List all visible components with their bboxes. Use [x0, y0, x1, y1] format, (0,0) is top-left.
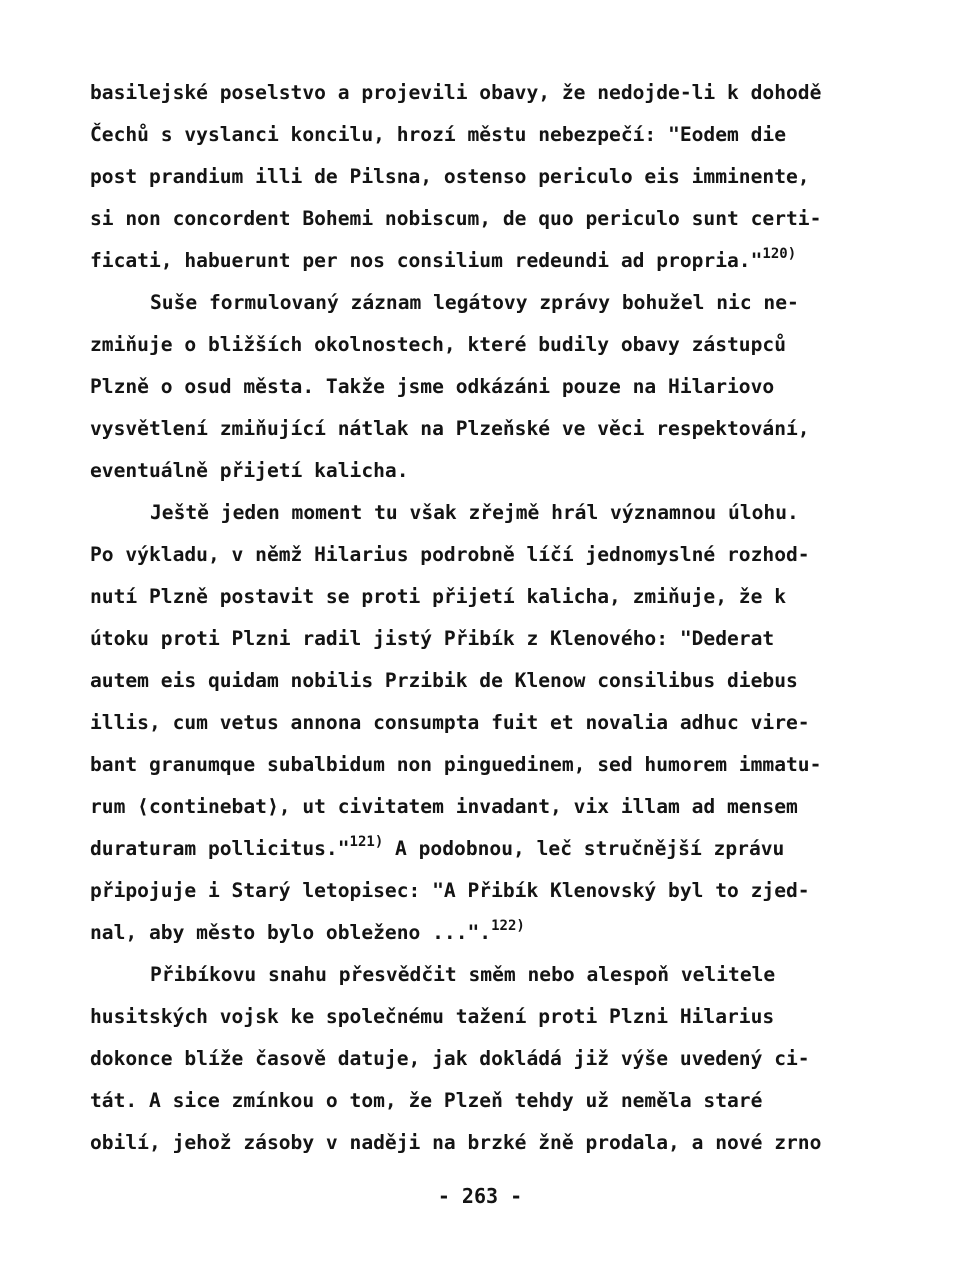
text-line: post prandium illi de Pilsna, ostenso periculo eis imminente,	[90, 165, 810, 188]
text-line: Čechů s vyslanci koncilu, hrozí městu nebezpečí: "Eodem die	[90, 123, 786, 146]
footnote-ref: 120)	[762, 246, 797, 262]
text-line: si non concordent Bohemi nobiscum, de quo periculo sunt certi-	[90, 207, 822, 230]
text-line: Přibíkovu snahu přesvědčit směm nebo alespoň velitele	[150, 963, 776, 986]
line-text: nal, aby město bylo obleženo ...".	[90, 921, 492, 944]
line-text: ficati, habuerunt per nos consilium redeundi ad propria."	[90, 249, 763, 272]
line-text-continued: A podobnou, leč stručnější zprávu	[383, 837, 785, 860]
text-line: autem eis quidam nobilis Przibik de Klenow consilibus diebus	[90, 669, 798, 692]
text-line: basilejské poselstvo a projevili obavy, že nedojde-li k dohodě	[90, 81, 822, 104]
text-line	[90, 246, 797, 273]
text-line: Plzně o osud města. Takže jsme odkázáni pouze na Hilariovo	[90, 375, 775, 398]
text-line: illis, cum vetus annona consumpta fuit et novalia adhuc vire-	[90, 711, 810, 734]
text-line: husitských vojsk ke společnému tažení proti Plzni Hilarius	[90, 1005, 775, 1028]
text-line: dokonce blíže časově datuje, jak dokládá již výše uvedený ci-	[90, 1047, 810, 1070]
text-line: rum ⟨continebat⟩, ut civitatem invadant, vix illam ad mensem	[90, 795, 798, 818]
line-text: duraturam pollicitus."	[90, 837, 350, 860]
text-line: připojuje i Starý letopisec: "A Přibík Klenovský byl to zjed-	[90, 879, 810, 902]
text-line: eventuálně přijetí kalicha.	[90, 459, 409, 482]
text-line: Suše formulovaný záznam legátovy zprávy bohužel nic ne-	[150, 291, 799, 314]
text-line: obilí, jehož zásoby v naději na brzké žně prodala, a nové zrno	[90, 1131, 822, 1154]
footnote-ref: 121)	[349, 834, 384, 850]
text-line: nutí Plzně postavit se proti přijetí kalicha, zmiňuje, že k	[90, 585, 786, 608]
text-line: útoku proti Plzni radil jistý Přibík z Klenového: "Dederat	[90, 627, 775, 650]
text-line: zmiňuje o bližších okolnostech, které budily obavy zástupců	[90, 333, 786, 356]
text-line: bant granumque subalbidum non pinguedinem, sed humorem immatu-	[90, 753, 822, 776]
page-number: - 263 -	[437, 1184, 523, 1208]
text-line	[90, 918, 525, 945]
text-line: Po výkladu, v němž Hilarius podrobně líčí jednomyslné rozhod-	[90, 543, 810, 566]
text-line: Ještě jeden moment tu však zřejmě hrál významnou úlohu.	[150, 501, 799, 524]
text-line	[90, 834, 785, 861]
text-line: vysvětlení zmiňující nátlak na Plzeňské ve věci respektování,	[90, 417, 810, 440]
text-line: tát. A sice zmínkou o tom, že Plzeň tehdy už neměla staré	[90, 1089, 763, 1112]
footnote-ref: 122)	[491, 918, 525, 934]
